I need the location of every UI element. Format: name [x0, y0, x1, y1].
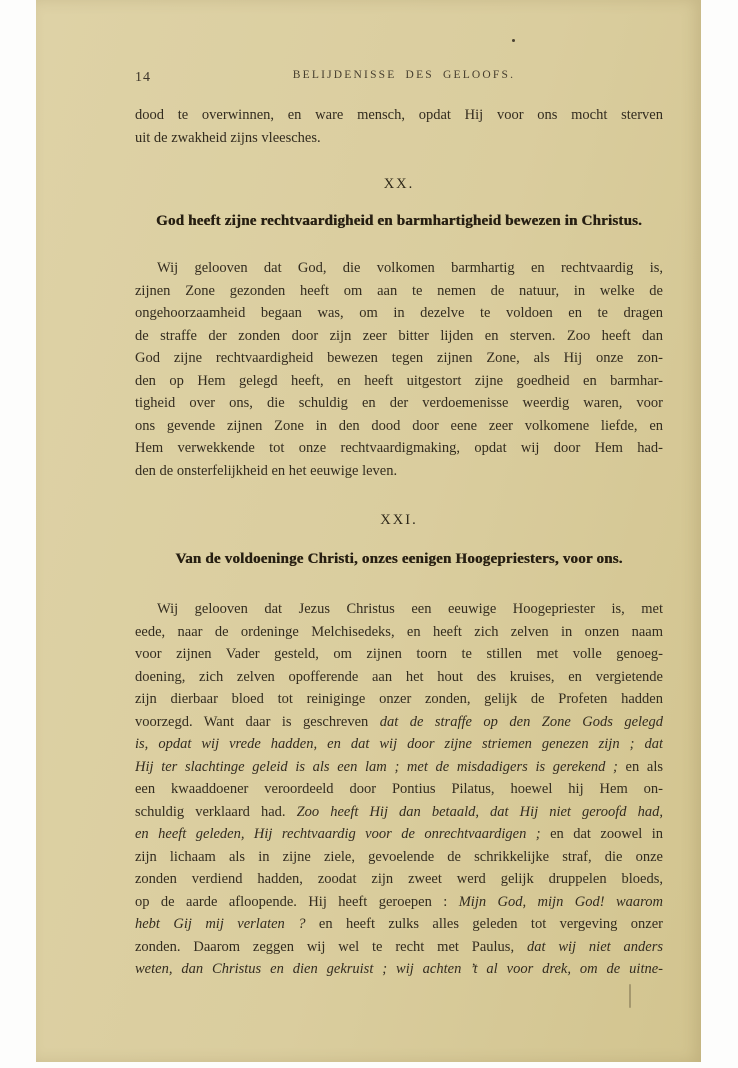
paragraph-section-xx [135, 257, 663, 482]
running-head [135, 69, 663, 87]
scripture-quote-text: Hij ter slachtinge geleid is als een lam ; met de misdadigers is gerekend ; [135, 758, 618, 775]
body-text: ons gevende zijnen Zone in den dood door eene zeer volkomene liefde, en [135, 417, 663, 434]
body-text: God zijne rechtvaardigheid bewezen tegen zijnen Zone, als Hij onze zon- [135, 350, 663, 366]
running-header-title: BELIJDENISSE DES GELOOFS. [292, 69, 516, 81]
text-line [135, 302, 663, 325]
scripture-quote-text: Mijn God, mijn God! waarom [458, 893, 663, 910]
body-text: op de aarde afloopende. Hij heeft geroepen : [135, 893, 459, 910]
body-text: zonden verdiend hadden, zoodat zijn zweet werd gelijk druppelen bloeds, [135, 871, 663, 887]
page-number: 14 [135, 70, 151, 85]
body-text: Wij gelooven dat Jezus Christus een eeuwige Hoogepriester is, met [157, 601, 663, 617]
text-line [135, 711, 663, 734]
scan-crease-mark [629, 984, 631, 1008]
body-text: zonden. Daarom zeggen wij wel te recht met Paulus, [135, 938, 527, 955]
text-line [135, 598, 663, 621]
body-text: doening, zich zelven opofferende aan het hout des kruises, en vergietende [135, 668, 663, 685]
body-text: Hem verwekkende tot onze rechtvaardigmaking, opdat wij door Hem had- [135, 440, 663, 456]
body-text: den de onsterfelijkheid en het eeuwige leven. [135, 462, 398, 479]
body-text: voorzegd. Want daar is geschreven [135, 713, 380, 730]
paragraph-continuation [135, 104, 663, 149]
text-line [135, 392, 663, 415]
body-text: en heeft zulks alles geleden tot vergeving onzer [318, 916, 663, 932]
section-number-xxi: XXI. [380, 512, 418, 528]
text-line [135, 733, 663, 756]
text-line [135, 437, 663, 460]
body-text: Wij gelooven dat God, die volkomen barmhartig en rechtvaardig is, [157, 260, 663, 276]
text-line [135, 868, 663, 891]
text-line [135, 823, 663, 846]
text-line [135, 621, 663, 644]
text-line [135, 936, 663, 959]
text-line [135, 666, 663, 689]
book-page [36, 0, 701, 1062]
text-line [135, 913, 663, 936]
body-text: en als [617, 758, 663, 775]
body-text: den op Hem gelegd heeft, en heeft uitgestort zijne goedheid en barmhar- [135, 372, 663, 389]
text-line [135, 347, 663, 370]
body-text: zijn dierbaar bloed tot reiniginge onzer zonden, gelijk de Profeten hadden [135, 691, 663, 707]
scripture-quote-text: is, opdat wij vrede hadden, en dat wij door zijne striemen genezen zijn ; dat [135, 736, 663, 752]
body-text: uit de zwakheid zijns vleesches. [135, 129, 321, 146]
scripture-quote-text: hebt Gij mij verlaten ? [135, 916, 319, 932]
section-title-xxi: Van de voldoeninge Christi, onzes eenigen Hoogepriesters, voor ons. [175, 551, 623, 567]
body-text: een kwaaddoener veroordeeld door Pontius Pilatus, hoewel hij Hem on- [135, 781, 663, 797]
body-text: schuldig verklaard had. [135, 803, 297, 820]
body-text: voor zijnen Vader gesteld, om zijnen toorn te stillen met volle genoeg- [135, 646, 663, 662]
scripture-quote-text: dat de straffe op den Zone Gods gelegd [379, 713, 663, 730]
scripture-quote-text: en heeft geleden, Hij rechtvaardig voor de onrechtvaardigen ; [135, 826, 541, 842]
section-title-xx: God heeft zijne rechtvaardigheid en barmhartigheid bewezen in Christus. [156, 213, 642, 229]
body-text: zijnen Zone gezonden heeft om aan te nemen de natuur, in welke de [135, 282, 663, 299]
body-text: zijn lichaam als in zijne ziele, gevoelende de schrikkelijke straf, die onze [135, 848, 663, 865]
body-text: dood te overwinnen, en ware mensch, opdat Hij voor ons mocht sterven [135, 107, 663, 123]
section-number-xx: XX. [383, 176, 415, 192]
scan-speck [512, 39, 515, 42]
text-line [135, 127, 663, 150]
text-line [135, 643, 663, 666]
body-text: ongehoorzaamheid begaan was, om in dezelve te voldoen en te dragen [135, 305, 663, 321]
text-line [135, 778, 663, 801]
body-text: en dat zoowel in [540, 826, 663, 842]
text-line [135, 280, 663, 303]
text-line [135, 958, 663, 981]
text-line [135, 460, 663, 483]
text-line [135, 104, 663, 127]
body-text: eede, naar de ordeninge Melchisedeks, en heeft zich zelven in onzen naam [135, 623, 663, 640]
text-line [135, 801, 663, 824]
scripture-quote-text: dat wij niet anders [526, 938, 663, 955]
text-line [135, 415, 663, 438]
text-line [135, 688, 663, 711]
body-text: de straffe der zonden door zijn zeer bitter lijden en sterven. Zoo heeft dan [135, 327, 663, 344]
text-line [135, 756, 663, 779]
text-line [135, 891, 663, 914]
text-line [135, 370, 663, 393]
text-line [135, 257, 663, 280]
scripture-quote-text: Zoo heeft Hij dan betaald, dat Hij niet geroofd had, [296, 803, 663, 820]
text-line [135, 325, 663, 348]
paragraph-section-xxi [135, 598, 663, 981]
body-text: tigheid over ons, die schuldig en der verdoemenisse weerdig waren, voor [135, 395, 663, 411]
scripture-quote-text: weten, dan Christus en dien gekruist ; wij achten ’t al voor drek, om de uitne- [135, 961, 663, 977]
text-line [135, 846, 663, 869]
